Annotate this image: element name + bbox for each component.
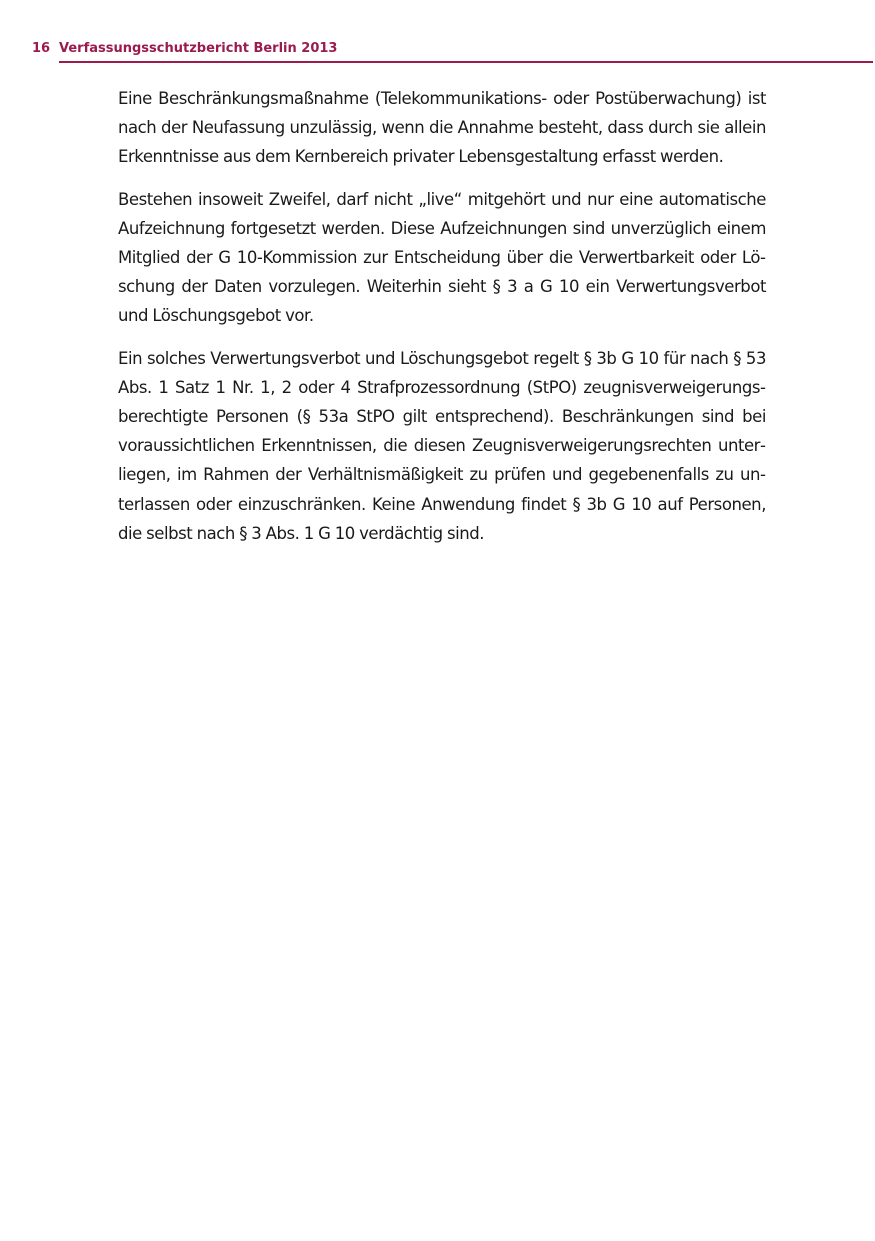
page-header	[32, 40, 873, 64]
body-text	[118, 84, 766, 561]
running-title: Verfassungsschutzbericht Berlin 2013	[59, 41, 338, 56]
paragraph-2: Bestehen insoweit Zweifel, darf nicht „live“ mitgehört und nur eine automatische Aufzeichnung fortgesetzt werden. Diese Aufzeichnungen sind unverzüglich einem Mitglied der G 10-Kommission zur Entscheidung über die Verwertbarkeit oder Löschung der Daten vorzulegen. Weiterhin sieht § 3 a G 10 ein Verwertungsverbot und Löschungsgebot vor.	[118, 189, 766, 326]
paragraph-3: Ein solches Verwertungsverbot und Löschungsgebot regelt § 3b G 10 für nach § 53 Abs. 1 Satz 1 Nr. 1, 2 oder 4 Strafprozessordnung (StPO) zeugnisverweigerungsberechtigte Personen (§ 53a StPO gilt entsprechend). Beschränkungen sind bei voraussichtlichen Erkenntnissen, die diesen Zeugnisverweigerungsrechten unterliegen, im Rahmen der Verhältnismäßigkeit zu prüfen und gegebenenfalls zu unterlassen oder einzuschränken. Keine Anwendung findet § 3b G 10 auf Personen, die selbst nach § 3 Abs. 1 G 10 verdächtig sind.	[118, 348, 766, 543]
page-number: 16	[32, 41, 51, 56]
header-rule	[59, 61, 873, 63]
paragraph-1: Eine Beschränkungsmaßnahme (Telekommunikations- oder Postüberwachung) ist nach der Neufassung unzulässig, wenn die Annahme besteht, dass durch sie allein Erkenntnisse aus dem Kernbereich privater Lebensgestaltung erfasst werden.	[118, 89, 766, 167]
